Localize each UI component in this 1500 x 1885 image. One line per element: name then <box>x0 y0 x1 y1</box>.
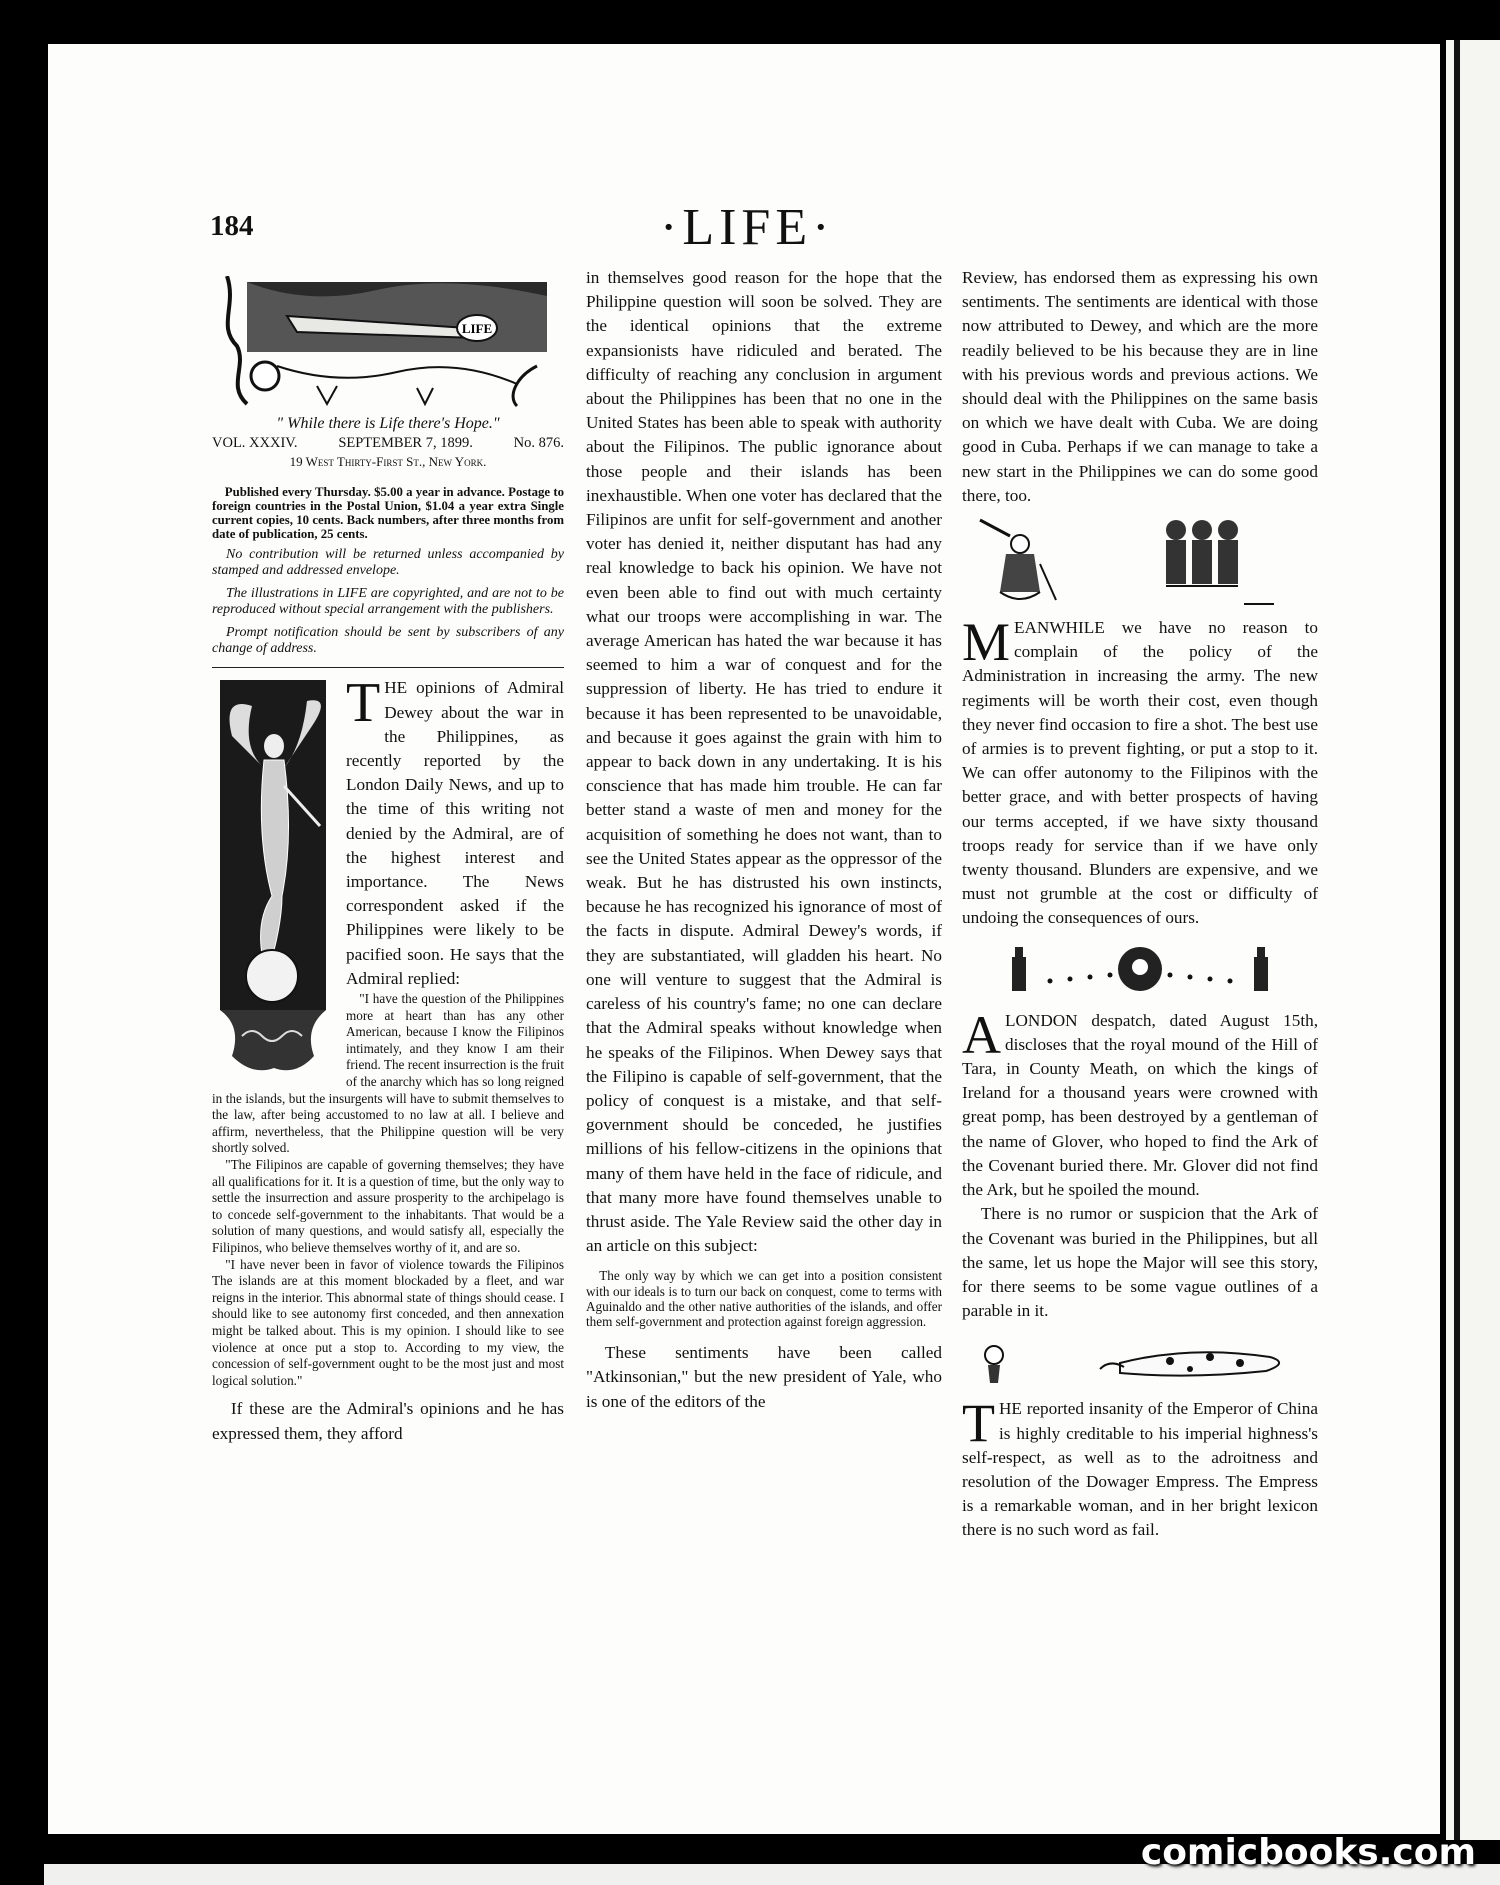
army-dropcap: M <box>962 612 1011 673</box>
masthead-title: ·LIFE· <box>660 199 835 256</box>
allegorical-figure-illustration <box>212 676 334 1082</box>
life-banner-illustration <box>217 276 559 408</box>
column-3-paragraph-1: Review, has endorsed them as expressing his own sentiments. The sentiments are identical with those now attributed to Dewey, and which are the more readily believed to be his because they are in line with his previous words and previous actions. We should deal with the Philippines on the same basis on which we have dealt with Cuba. We are doing good in Cuba. Perhaps if we can manage to take a new start in the Philippines we can do some good there, too. <box>962 268 1318 505</box>
motto: " While there is Life there's Hope." <box>276 415 500 432</box>
publisher-address: 19 West Thirty-First St., New York. <box>289 454 487 469</box>
tara-dropcap: A <box>962 1004 1001 1065</box>
china-paragraph: HE reported insanity of the Emperor of China is highly creditable to his imperial highness's self-respect, as well as to the adroitness and resolution of the Dowager Empress. The Empress is a remarkable woman, and in her bright lexicon there is no such word as fail. <box>962 1399 1318 1540</box>
dewey-quote-paragraph-2: "The Filipinos are capable of governing themselves; they have all qualifications for it. It is a question of time, but the only way to settle the insurrection and assure prosperity to the archipelago is to concede self-government to the inhabitants. That would be a solution of many questions, and would satisfy all, especially the Filipinos, who believe themselves worthy of it, and are so. <box>212 1157 564 1255</box>
army-paragraph: EANWHILE we have no reason to complain of the policy of the Administration in increasing the army. The new regiments will be worth their cost, even though they never find occasion to fire a shot. The best use of armies is to prevent fighting, or put a stop to it. We can offer autonomy to the Filipinos with the better grace, and with better prospects of having our terms accepted, if we have sixty thousand troops ready for service than if we have only twenty thousand. Blunders are expensive, and we must not grumble at the cost or difficulty of undoing the consequences of ours. <box>962 618 1318 928</box>
column-3 <box>962 266 1318 1543</box>
column-2-paragraph-1: in themselves good reason for the hope that the Philippine question will soon be solved. They are the identical opinions that the extreme expansionists have ridiculed and berated. The difficulty of reaching any conclusion in argument about the Philippines has been that no one in the United States has been able to speak with authority about the Filipinos. The public ignorance about those people and their islands has been inexhaustible. When one voter has declared that the Filipinos are unfit for self-government and another voter has denied it, neither disputant has had any real knowledge to back his opinion. We have not even been able to find out with much certainty what our troops were accomplishing in war. The average American has hated the war because it has seemed to him a war of conquest and for the suppression of liberty. He has tried to endure it because it has been represented to be unavoidable, and because it goes against the grain with him to appear to back down in any undertaking. It is his conscience that has made him trouble. He can far better stand a waste of men and money for the acquisition of something he does not want, than to see the United States appear as the oppressor of the weak. But he has distrusted his own instincts, because he has recognized his ignorance of most of the facts in dispute. Admiral Dewey's words, if they are substantiated, will gladden his heart. No one will venture to suggest that the Admiral is careless of his country's fame; no one can declare that the Admiral speaks without knowledge when he speaks of the Filipinos. When Dewey says that the Filipino is capable of self-government, that the policy of conquest is a mistake, and that self-government should be conceded, he justifies millions of his fellow-citizens in the opinions that many of them have held in the face of ridicule, and that many more have found themselves unable to thrust aside. The Yale Review said the other day in an article on this subject: <box>586 268 942 1256</box>
site-watermark: comicbooks.com <box>1140 1832 1476 1873</box>
dewey-quote-paragraph-3: "I have never been in favor of violence towards the Filipinos The islands are at this moment blockaded by a fleet, and war reigns in the interior. This abnormal state of things should cease. I should like to see autonomy first conceded, and then annexation might be talked about. This is my opinion. I should like to see violence at once put a stop to. According to my view, the concession of self-government ought to be the most just and most logical solution." <box>212 1256 564 1388</box>
reclining-figure-illustration <box>970 1329 1310 1391</box>
subscription-note: Published every Thursday. $5.00 a year in advance. Postage to foreign countries in the Postal Union, $1.04 a year extra Single current copies, 10 cents. Back numbers, after three months from date of publication, 25 cents. <box>212 485 564 541</box>
publication-notes <box>212 485 564 657</box>
column-1 <box>212 276 564 1446</box>
bottles-ornament <box>990 937 1290 1003</box>
volume-number: VOL. XXXIV. <box>212 435 298 451</box>
subscriber-note: Prompt notification should be sent by subscribers of any change of address. <box>212 624 564 657</box>
yale-review-quote: The only way by which we can get into a position consistent with our ideals is to turn our back on conquest, come to terms with Aguinaldo and the other native authorities of the islands, and offer them self-government and protection against foreign aggression. <box>586 1268 942 1329</box>
page-number: 184 <box>210 210 254 242</box>
divider <box>212 667 564 668</box>
china-dropcap: T <box>962 1393 995 1454</box>
dewey-dropcap: T <box>346 672 381 735</box>
issue-date: SEPTEMBER 7, 1899. <box>338 435 473 451</box>
issue-number: No. 876. <box>513 435 564 451</box>
adjacent-page-edge <box>1446 40 1500 1840</box>
soldiers-illustration <box>970 514 1310 610</box>
copyright-note: The illustrations in LIFE are copyrighted, and are not to be reproduced without special arrangement with the publishers. <box>212 585 564 618</box>
volume-line <box>212 434 564 453</box>
column-2-paragraph-2: These sentiments have been called "Atkinsonian," but the new president of Yale, who is one of the editors of the <box>586 1343 942 1411</box>
column-2 <box>586 266 942 1414</box>
tara-paragraph-2: There is no rumor or suspicion that the Ark of the Covenant was buried in the Philippines, but all the same, let us hope the Major will see this story, for there seems to be some vague outlines of a parable in it. <box>962 1204 1318 1321</box>
banner-life-text: LIFE <box>461 321 493 336</box>
dewey-quote-paragraph-1: "I have the question of the Philippines more at heart than has any other American, because I know the Filipinos intimately, and they know I am their friend. The recent insurrection is the fruit of the anarchy which has so long reigned in the islands, but the insurgents will have to submit themselves to the law, after being accustomed to no law at all. I believe and affirm, nevertheless, that the Philippine question will be very shortly solved. <box>212 991 564 1156</box>
contribution-note: No contribution will be returned unless accompanied by stamped and addressed envelope. <box>212 547 564 579</box>
dewey-closing: If these are the Admiral's opinions and he has expressed them, they afford <box>212 1399 564 1443</box>
tara-paragraph: LONDON despatch, dated August 15th, discloses that the royal mound of the Hill of Tara, in County Meath, on which the kings of Ireland for a thousand years were crowned with great pomp, has been destroyed by a gentleman of the name of Glover, who hoped to find the Ark of the Covenant buried there. Mr. Glover did not find the Ark, but he spoiled the mound. <box>962 1010 1318 1200</box>
dewey-article <box>212 672 564 1445</box>
dewey-intro: HE opinions of Admiral Dewey about the war in the Philippines, as recently reported by the London Daily News, and up to the time of this writing not denied by the Admiral, are of the highest interest and importance. The News correspondent asked if the Philippines were likely to be pacified soon. He says that the Admiral replied: <box>346 678 564 988</box>
